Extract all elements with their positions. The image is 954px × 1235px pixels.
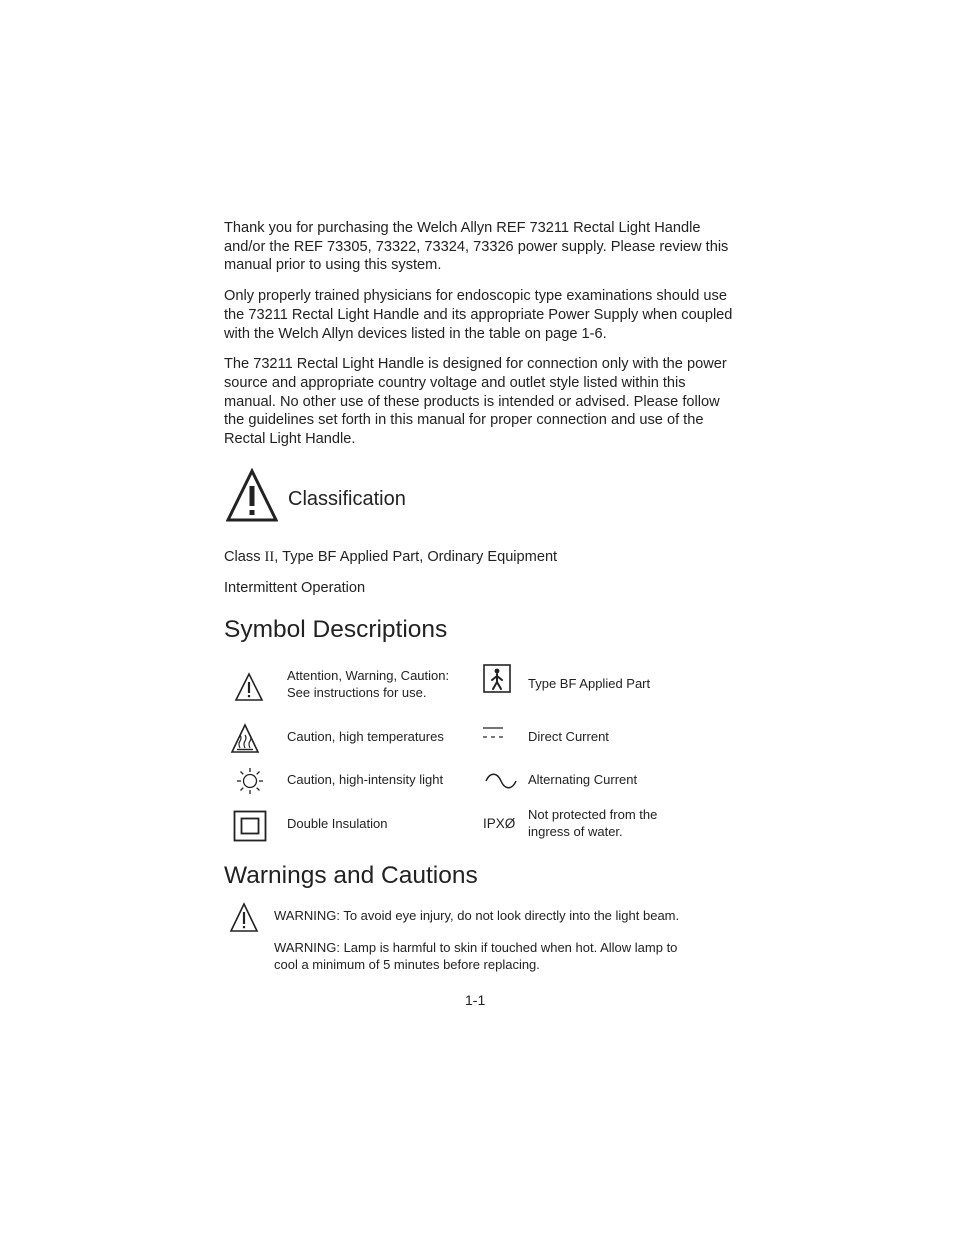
- direct-current-icon: [482, 726, 506, 740]
- classification-class-line: [224, 548, 557, 566]
- warning-hot-lamp: [274, 939, 734, 973]
- class-prefix: Class: [224, 549, 265, 565]
- type-bf-description: Type BF Applied Part: [528, 676, 651, 691]
- class-numeral: II: [264, 549, 275, 565]
- warning-eye-injury: WARNING: To avoid eye injury, do not look directly into the light beam.: [274, 908, 680, 923]
- attention-line-2: See instructions for use.: [287, 685, 427, 700]
- high-temperature-description: Caution, high temperatures: [287, 729, 444, 744]
- intro-paragraph-2: Only properly trained physicians for endoscopic type examinations should use the 73211 Rectal Light Handle and its appropriate Power Supply when coupled with the Welch Allyn devices listed in the table on page 1-6.: [224, 288, 733, 342]
- direct-current-description: Direct Current: [528, 729, 609, 744]
- warning-triangle-icon: [229, 902, 259, 933]
- warning-hot-lamp-line-1: WARNING: Lamp is harmful to skin if touched when hot. Allow lamp to: [274, 940, 678, 955]
- ipx0-line-1: Not protected from the: [528, 807, 658, 822]
- ipx0-code: IPXØ: [483, 816, 516, 831]
- attention-description: [287, 667, 449, 701]
- warning-triangle-icon: [234, 672, 264, 702]
- ipx0-line-2: ingress of water.: [528, 824, 623, 839]
- hot-surface-icon: [230, 723, 260, 755]
- warnings-title: Warnings and Cautions: [224, 862, 478, 889]
- intro-paragraph-1: Thank you for purchasing the Welch Allyn REF 73211 Rectal Light Handle and/or the REF 73305, 73322, 73324, 73326 power supply. Please review this manual prior to using this system.: [224, 220, 729, 274]
- alternating-current-icon: [484, 772, 518, 790]
- intro-paragraph-3: The 73211 Rectal Light Handle is designed for connection only with the power source and appropriate country voltage and outlet style listed within this manual. No other use of these products is intended or advised. Please follow the guidelines set forth in this manual for proper connection and use of the Rectal Light Handle.: [224, 356, 727, 448]
- high-intensity-light-icon: [236, 767, 264, 795]
- classification-operation: Intermittent Operation: [224, 580, 366, 596]
- symbol-descriptions-title: Symbol Descriptions: [224, 616, 448, 643]
- attention-line-1: Attention, Warning, Caution:: [287, 668, 450, 683]
- ipx0-description: [528, 806, 657, 840]
- class-suffix: , Type BF Applied Part, Ordinary Equipment: [274, 549, 558, 565]
- double-insulation-icon: [233, 810, 267, 842]
- warning-hot-lamp-line-2: cool a minimum of 5 minutes before replacing.: [274, 957, 540, 972]
- warning-triangle-icon: [226, 468, 278, 522]
- intro-section: [224, 219, 734, 461]
- type-bf-person-icon: [483, 664, 511, 694]
- double-insulation-description: Double Insulation: [287, 816, 388, 831]
- high-intensity-light-description: Caution, high-intensity light: [287, 772, 444, 787]
- classification-header: [224, 467, 624, 523]
- classification-title: Classification: [288, 488, 406, 510]
- alternating-current-description: Alternating Current: [528, 772, 638, 787]
- page-number: 1-1: [465, 992, 486, 1008]
